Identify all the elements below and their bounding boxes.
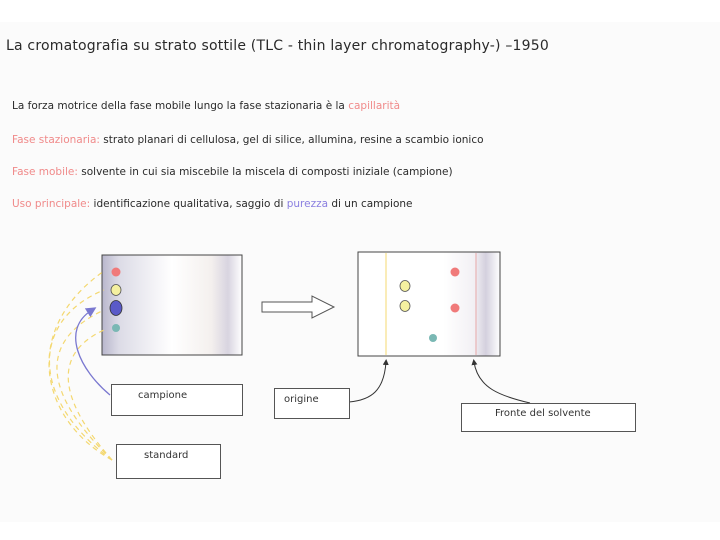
slide-title: La cromatografia su strato sottile (TLC - thin layer chromatography-) –1950 (6, 38, 549, 54)
purity-highlight: purezza (286, 198, 329, 210)
solvent-front-label: Fronte del solvente (495, 408, 591, 419)
origin-arrow (349, 362, 386, 402)
transition-arrow (262, 296, 334, 318)
standard-label: standard (144, 450, 189, 461)
spot-red-initial (112, 268, 121, 277)
capillarity-highlight: capillarità (348, 100, 401, 112)
spot-red-developed-2 (451, 304, 460, 313)
spot-yellow-developed-2 (400, 301, 410, 312)
tlc-plate-initial (102, 255, 242, 355)
spot-teal-developed (429, 334, 437, 342)
solvent-front-label-box (461, 403, 636, 432)
spot-yellow-developed-1 (400, 281, 410, 292)
main-use-text: identificazione qualitativa, saggio di (90, 198, 287, 210)
line-capillarity-text: La forza motrice della fase mobile lungo la fase stazionaria è la (12, 100, 349, 112)
sample-label: campione (138, 390, 188, 401)
stationary-phase-label: Fase stazionaria: (12, 134, 100, 146)
sample-label-box (111, 384, 243, 416)
spot-red-developed-1 (451, 268, 460, 277)
spot-blue-initial (110, 301, 122, 316)
mobile-phase-text: solvente in cui sia miscebile la miscela di composti iniziale (campione) (77, 166, 453, 178)
tlc-plate-developed (358, 252, 500, 356)
spot-yellow-initial (111, 285, 121, 296)
origin-label: origine (284, 394, 319, 405)
origin-label-box (274, 388, 350, 419)
stationary-phase-text: strato planari di cellulosa, gel di silice, allumina, resine a scambio ionico (99, 134, 484, 146)
mobile-phase-label: Fase mobile: (12, 166, 78, 178)
spot-teal-initial (112, 324, 120, 332)
main-use-label: Uso principale: (12, 198, 91, 210)
standard-label-box (116, 444, 221, 479)
main-use-end: di un campione (328, 198, 413, 210)
front-arrow (474, 362, 530, 403)
